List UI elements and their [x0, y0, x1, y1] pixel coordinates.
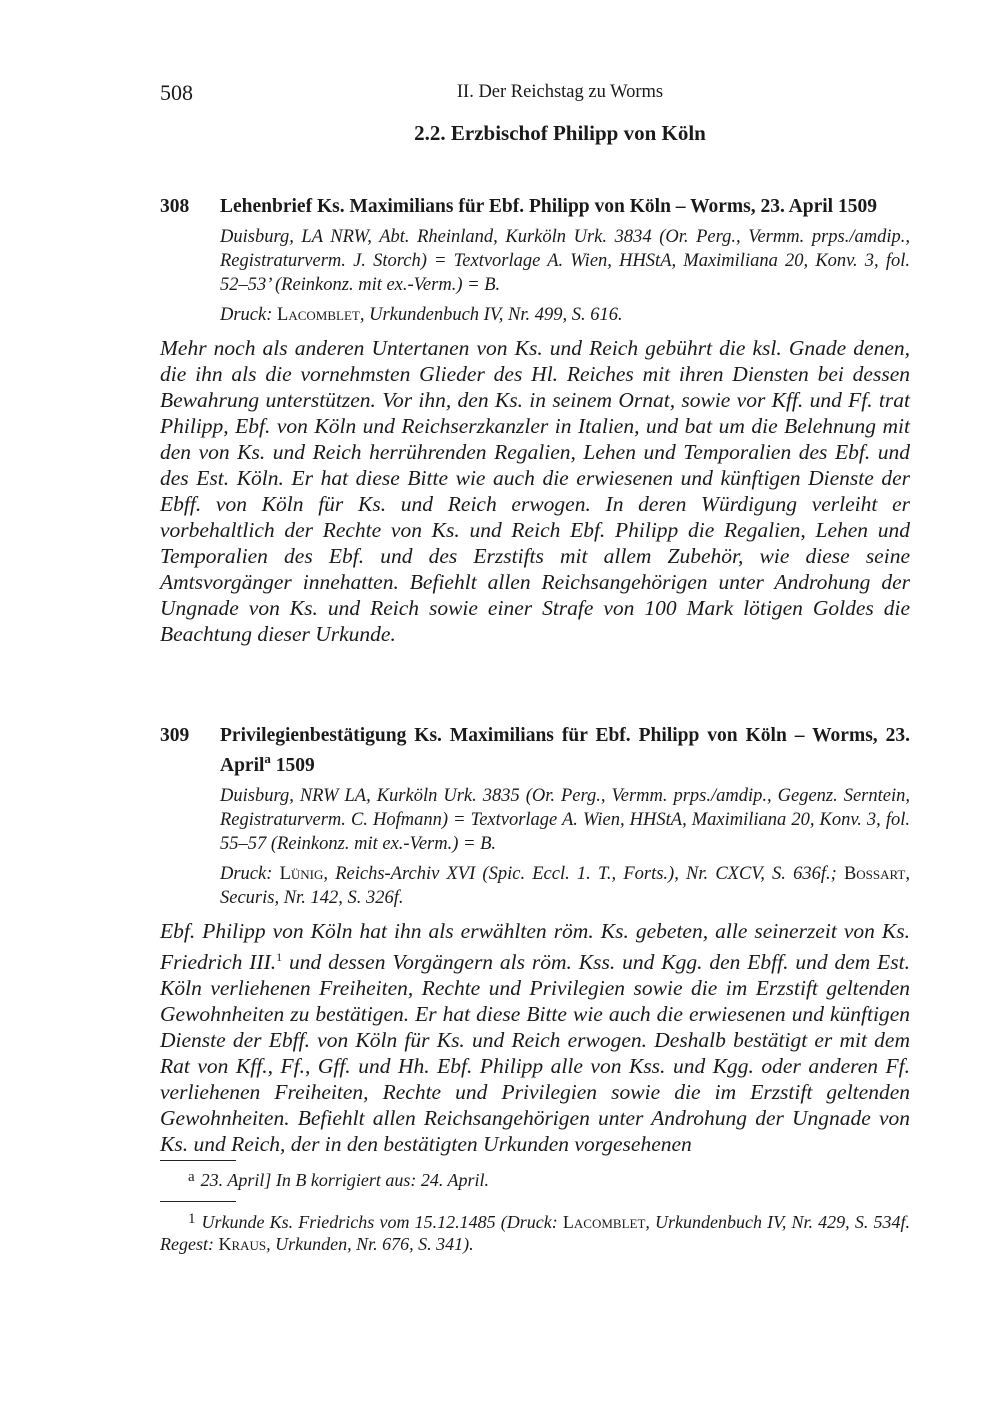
footnote-mark: a [188, 1169, 195, 1185]
page-number: 508 [160, 80, 193, 105]
entry-title [220, 724, 910, 777]
entry-head [160, 195, 910, 218]
footnote-ref-1[interactable]: 1 [276, 950, 283, 964]
footnote-mark: 1 [188, 1211, 196, 1227]
print-reference: , Reichs-Archiv XVI (Spic. Eccl. 1. T., Forts.), Nr. CXCV, S. 636f.; [323, 864, 844, 884]
entry-number: 308 [160, 196, 190, 217]
footnote-text: Urkunde Ks. Friedrichs vom 15.12.1485 ( [201, 1212, 507, 1232]
entry-308 [160, 195, 910, 647]
running-head: II. Der Reichstag zu Worms [456, 82, 664, 102]
body-text: und dessen Vorgängern als röm. Kss. und Kgg. den Ebff. und dem Est. Köln verliehenen Freiheiten, Rechte und Privilegien sowie die im Erzstift geltenden Gewohnheiten zu bestätigen. Er hat diese Bitte wie auch die erwiesenen und künftigen Dienste der Ebff. von Köln für Ks. und Reich erwogen. Deshalb bestätigt er mit dem Rat von Kff., Ff., Gff. und Hh. Ebf. Philipp alle von Kss. und Kgg. oder anderen Ff. verliehenen Freiheiten, Rechte und Privilegien sowie die im Erzstift geltenden Gewohnheiten. Befiehlt allen Reichsangehörigen unter Androhung der Ungnade von Ks. und Reich, der in den bestätigten Urkunden vorgesehenen [160, 950, 910, 1156]
footnote-1 [160, 1208, 910, 1255]
print-reference: , Urkundenbuch IV, Nr. 499, S. 616. [359, 305, 623, 325]
footnote-text: Regest: [160, 1234, 214, 1254]
title-text: Privilegienbestätigung Ks. Maximilians für Ebf. Philipp von Köln – Worms, 23. April [220, 725, 910, 776]
footnote-text: , Urkundenbuch IV, Nr. 429, S. 534f. [645, 1212, 910, 1232]
footnote-text: 23. April] In B korrigiert aus: 24. April. [200, 1170, 490, 1190]
entry-number: 309 [160, 725, 190, 746]
entry-head [160, 724, 910, 777]
entry-sources: Duisburg, LA NRW, Abt. Rheinland, Kurköln Urk. 3834 (Or. Perg., Vermm. prps./amdip., Registraturverm. J. Storch) = Textvorlage A. Wien, HHStA, Maximiliana 20, Konv. 3, fol. 52–53’ (Reinkonz. mit ex.-Verm.) = B. [220, 227, 910, 295]
footnote-rule [160, 1160, 236, 1161]
entry-309 [160, 724, 910, 1157]
section-heading: 2.2. Erzbischof Philipp von Köln [414, 121, 706, 145]
entry-body [160, 918, 910, 1157]
entry-sources: Duisburg, NRW LA, Kurköln Urk. 3835 (Or. Perg., Vermm. prps./amdip., Gegenz. Serntein, Registraturverm. C. Hofmann) = Textvorlage A. Wien, HHStA, Maximiliana 20, Konv. 3, fol. 55–57 (Reinkonz. mit ex.-Verm.) = B. [220, 786, 910, 854]
entry-title: Lehenbrief Ks. Maximilians für Ebf. Philipp von Köln – Worms, 23. April 1509 [220, 196, 877, 217]
footnote-rule [160, 1201, 236, 1202]
footnote-author: Kraus [218, 1234, 267, 1254]
print-author: Lünig [279, 864, 324, 884]
body-text: Ebf. Philipp von Köln hat ihn als erwählten röm. Ks. gebeten, alle seinerzeit von Ks. Friedrich III. [160, 919, 910, 974]
footnote-text: Druck: [506, 1212, 558, 1232]
print-author: Lacomblet [277, 305, 360, 325]
entry-print [220, 862, 910, 910]
entry-body: Mehr noch als anderen Untertanen von Ks. und Reich gebührt die ksl. Gnade denen, die ihn als die vornehmsten Glieder des Hl. Reiches mit ihren Diensten bei dessen Bewahrung unterstützen. Vor ihn, den Ks. in seinem Ornat, sowie vor Kff. und Ff. trat Philipp, Ebf. von Köln und Reichserzkanzler in Italien, und bat um die Belehnung mit den von Ks. und Reich herrührenden Regalien, Lehen und Temporalien des Ebf. und des Est. Köln. Er hat diese Bitte wie auch die erwiesenen und künftigen Dienste der Ebff. von Köln für Ks. und Reich erwogen. In deren Würdigung verleiht er vorbehaltlich der Rechte von Ks. und Reich Ebf. Philipp die Regalien, Lehen und Temporalien des Ebf. und des Erzstifts mit allem Zubehör, wie diese seine Amtsvorgänger innehatten. Befiehlt allen Reichsangehörigen unter Androhung der Ungnade von Ks. und Reich sowie einer Strafe von 100 Mark lötigen Goldes die Beachtung dieser Urkunde. [160, 336, 910, 646]
footnote-author: Lacomblet [562, 1212, 646, 1232]
footnote-text: , Urkunden, Nr. 676, S. 341). [266, 1234, 474, 1254]
print-label: Druck: [220, 864, 273, 884]
print-reference: , Securis, Nr. 142, S. 326f. [220, 864, 910, 908]
print-author: Bossart [843, 864, 906, 884]
print-label: Druck: [220, 305, 273, 325]
page-header [160, 80, 910, 110]
title-year: 1509 [270, 755, 315, 776]
footnote-ref-a[interactable]: a [264, 751, 271, 766]
entry-print [220, 303, 910, 327]
footnote-a [160, 1166, 910, 1191]
